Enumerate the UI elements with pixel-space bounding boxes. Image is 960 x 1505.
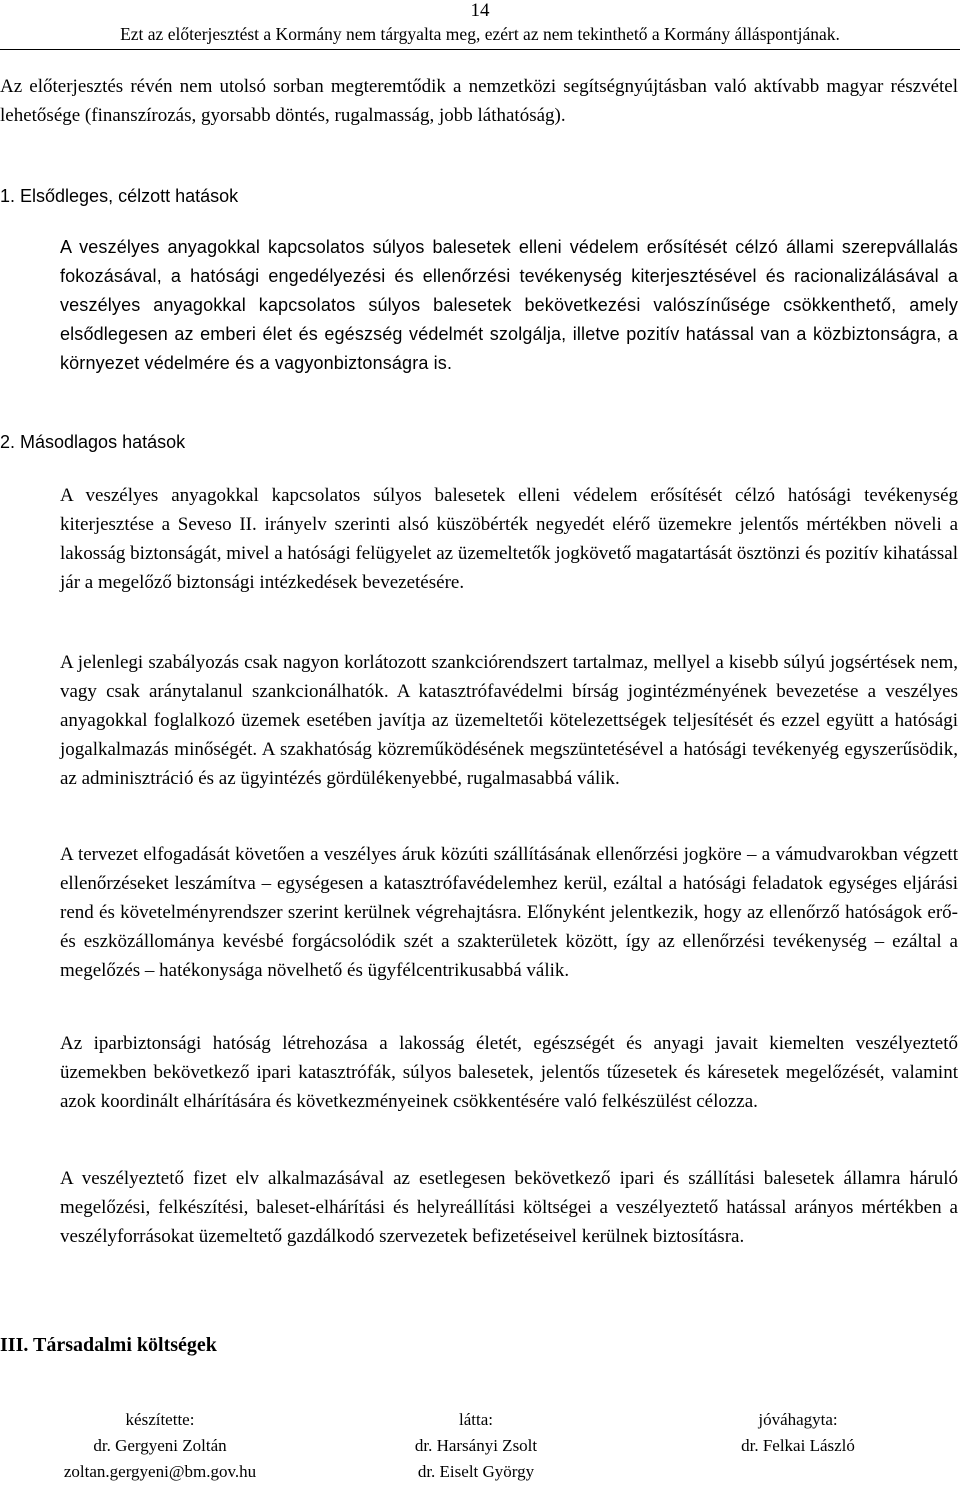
intro-paragraph: Az előterjesztés révén nem utolsó sorban megteremtődik a nemzetközi segítségnyújtásban való aktívabb magyar részvétel lehetősége (finanszírozás, gyorsabb döntés, rugalmasság, jobb láthatóság). [0,76,958,126]
page-number: 14 [470,0,490,21]
heading-secondary-effects: 2. Másodlagos hatások [0,432,186,452]
heading-primary-effects: 1. Elsődleges, célzott hatások [0,186,239,206]
signature-seen-name-2: dr. Eiselt György [417,1462,535,1481]
signature-prepared-label: készítette: [125,1410,195,1429]
paragraph-secondary-1: A veszélyes anyagokkal kapcsolatos súlyos balesetek elleni védelem erősítését célzó hatósági tevékenység kiterjesztése a Seveso II. irányelv szerinti alsó küszöbérték negyedét elérő üzemekre jelentős mértékben növeli a lakosság biztonságát, mivel a hatósági felügyelet az üzemeltetők jogkövető magatartását ösztönzi és pozitív kihatással jár a megelőző biztonsági intézkedések bevezetésére. [60,485,958,593]
signature-seen [326,1407,626,1485]
section-heading-social-costs: III. Társadalmi költségek [0,1334,217,1356]
header-divider [0,49,960,50]
signature-prepared-email: zoltan.gergyeni@bm.gov.hu [63,1462,257,1481]
signature-prepared-name: dr. Gergyeni Zoltán [93,1436,227,1455]
paragraph-secondary-5: A veszélyeztető fizet elv alkalmazásával az esetlegesen bekövetkező ipari és szállítási balesetek államra háruló megelőzési, felkészítési, baleset-elhárítási és helyreállítási költségei a veszélyeztető hatással arányos mértékben a veszélyforrásokat üzemeltető gazdálkodó szervezetek befizetéseivel kerülnek biztosításra. [60,1168,958,1247]
paragraph-secondary-3: A tervezet elfogadását követően a veszélyes áruk közúti szállításának ellenőrzési jogköre – a vámudvarokban végzett ellenőrzéseket leszámítva – egységesen a katasztrófavédelemhez kerül, ezáltal a hatósági feladatok egységes eljárási rend és követelményrendszer szerint kerülnek végrehajtásra. Előnyként jelentkezik, hogy az ellenőrző hatóságok erő- és eszközállománya kevésbé forgácsolódik szét a szakterületek között, így az ellenőrzési tevékenység – ezáltal a megelőzés – hatékonysága növelhető és ügyfélcentrikusabbá válik. [60,844,958,981]
signature-prepared [10,1407,310,1485]
signature-seen-name-1: dr. Harsányi Zsolt [414,1436,538,1455]
paragraph-primary-effects: A veszélyes anyagokkal kapcsolatos súlyos balesetek elleni védelem erősítését célzó állami szerepvállalás fokozásával, a hatósági engedélyezési és ellenőrzési tevékenység kiterjesztésével és racionalizálásával a veszélyes anyagokkal kapcsolatos súlyos balesetek bekövetkezési valószínűsége csökkenthető, amely elsődlegesen az emberi élet és egészség védelmét szolgálja, illetve pozitív hatással van a közbiztonságra, a környezet védelmére és a vagyonbiztonságra is. [60,237,958,373]
paragraph-secondary-2: A jelenlegi szabályozás csak nagyon korlátozott szankciórendszert tartalmaz, mellyel a kisebb súlyú jogsértések nem, vagy csak aránytalanul szankcionálhatók. A katasztrófavédelmi bírság jogintézményének bevezetése a veszélyes anyagokkal foglalkozó üzemek esetében javítja az üzemeltetői kötelezettségek teljesítését és ezzel együtt a hatósági jogalkalmazás minőségét. A szakhatóság közreműködésének megszüntetésével a hatósági tevékenyég egyszerűsödik, az adminisztráció és az ügyintézés gördülékenyebbé, rugalmasabbá válik. [60,652,958,789]
signature-approved-label: jóváhagyta: [758,1410,838,1429]
header-note: Ezt az előterjesztést a Kormány nem tárgyalta meg, ezért az nem tekinthető a Kormány álláspontjának. [120,24,840,44]
signature-seen-label: látta: [459,1410,493,1429]
signature-approved-name: dr. Felkai László [741,1436,855,1455]
signature-approved [648,1407,948,1459]
paragraph-secondary-4: Az iparbiztonsági hatóság létrehozása a lakosság életét, egészségét és anyagi javait kiemelten veszélyeztető üzemekben bekövetkező ipari katasztrófák, súlyos balesetek, jelentős tűzesetek és káresetek megelőzését, valamint azok koordinált elhárítására és következményeinek csökkentésére való felkészülést célozza. [60,1033,958,1112]
